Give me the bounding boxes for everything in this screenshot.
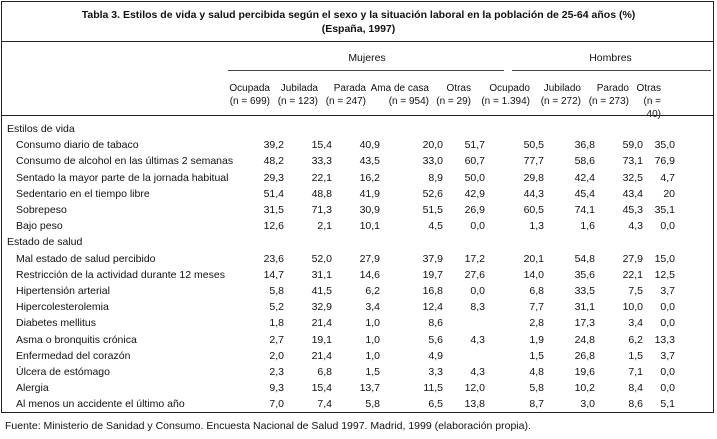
table-cell: 15,4 [311,382,332,395]
table-cell: 41,9 [359,187,380,200]
table-cell: 7,7 [529,301,544,314]
row-label: Sentado la mayor parte de la jornada habitual [16,171,229,184]
table-cell: 24,8 [574,333,595,346]
table-cell: 14,7 [263,268,284,281]
table-cell: 2,3 [269,365,284,378]
table-row [2,283,679,299]
data-table [2,121,679,412]
column-header-name: Ama de casa [370,83,429,94]
table-cell: 52,6 [422,187,443,200]
table-row [2,267,679,283]
table-cell: 41,5 [311,284,332,297]
table-cell: 10,0 [622,301,643,314]
table-cell: 73,1 [622,155,643,168]
table-cell: 77,7 [523,155,544,168]
table-cell: 39,2 [263,139,284,152]
row-label: Hipercolesterolemia [16,301,109,314]
table-cell: 45,4 [574,187,595,200]
table-cell: 3,4 [628,317,643,330]
table-cell: 31,1 [574,301,595,314]
table-cell: 35,1 [654,204,675,217]
table-cell: 0,0 [660,301,675,314]
table-cell: 50,5 [523,139,544,152]
column-header-n: (n = 123) [277,96,318,107]
table-cell: 8,3 [470,301,485,314]
row-label: Diabetes mellitus [16,317,96,330]
column-header-name: Otras [636,83,661,94]
table-cell: 17,2 [464,252,485,265]
table-row [2,153,679,169]
table-cell: 3,3 [428,365,443,378]
table-cell: 58,6 [574,155,595,168]
table-cell: 1,8 [269,317,284,330]
table-cell: 31,1 [311,268,332,281]
table-cell: 1,5 [628,349,643,362]
table-cell: 44,3 [523,187,544,200]
rule-under-column-headers [2,115,713,116]
table-cell: 10,2 [574,382,595,395]
row-label: Consumo de alcohol en las últimas 2 semanas [16,155,234,168]
section-row [2,121,679,137]
table-cell: 6,2 [628,333,643,346]
column-header-n: (n = 40) [643,96,661,120]
row-label: Mal estado de salud percibido [16,252,156,265]
table-cell: 9,3 [269,382,284,395]
table-cell: 71,3 [311,204,332,217]
table-cell: 54,8 [574,252,595,265]
table-cell: 51,7 [464,139,485,152]
table-cell: 1,5 [365,365,380,378]
row-label: Hipertensión arterial [16,284,110,297]
table-cell: 4,3 [628,220,643,233]
column-header [585,82,629,108]
table-cell: 3,7 [660,349,675,362]
column-header-name: Parada [333,83,366,94]
rule-under-hombres [512,70,711,71]
table-cell: 40,9 [359,139,380,152]
table-cell: 45,3 [622,204,643,217]
table-cell: 2,0 [269,349,284,362]
table-cell: 32,9 [311,301,332,314]
table-cell: 48,2 [263,155,284,168]
table-cell: 20,0 [422,139,443,152]
table-cell: 16,8 [422,284,443,297]
section-row [2,234,679,250]
table-cell: 43,5 [359,155,380,168]
table-row [2,218,679,234]
column-header-n: (n = 1.394) [481,96,530,107]
table-cell: 11,5 [423,382,443,395]
row-label: Alergia [16,382,49,395]
column-header [226,82,270,108]
table-cell: 52,0 [311,252,332,265]
row-label: Úlcera de estómago [16,365,110,378]
table-cell: 4,3 [470,333,485,346]
table-cell: 8,9 [428,171,443,184]
row-label: Restricción de la actividad durante 12 meses [16,268,225,281]
column-header-name: Ocupado [489,83,530,94]
table-cell: 76,9 [654,155,675,168]
table-cell: 74,1 [574,204,595,217]
table-cell: 51,4 [263,187,284,200]
rule-under-caption [2,41,713,42]
table-cell: 20,1 [523,252,544,265]
table-cell: 1,5 [529,349,544,362]
table-cell: 6,8 [529,284,544,297]
table-cell: 1,6 [580,220,595,233]
table-cell: 12,6 [263,220,284,233]
column-header-n: (n = 247) [325,96,366,107]
table-cell: 16,2 [359,171,380,184]
table-cell: 51,5 [422,204,443,217]
column-header-n: (n = 954) [388,96,429,107]
table-cell: 0,0 [660,220,675,233]
table-cell: 4,8 [529,365,544,378]
table-row [2,170,679,186]
table-cell: 7,5 [628,284,643,297]
table-row [2,396,679,412]
table-cell: 0,0 [470,284,485,297]
table-cell: 5,8 [269,284,284,297]
table-cell: 20 [663,187,675,200]
table-cell: 42,9 [464,187,485,200]
table-cell: 6,2 [365,284,380,297]
table-cell: 36,8 [574,139,595,152]
table-cell: 5,2 [269,301,284,314]
section-title: Estilos de vida [7,123,75,136]
table-cell: 26,8 [574,349,595,362]
table-cell: 27,9 [359,252,380,265]
group-header-hombres: Hombres [589,52,632,64]
table-row [2,348,679,364]
group-header-mujeres: Mujeres [348,52,386,64]
table-cell: 29,8 [523,171,544,184]
table-cell: 6,8 [317,365,332,378]
table-cell: 30,9 [359,204,380,217]
table-cell: 14,0 [523,268,544,281]
table-cell: 48,8 [311,187,332,200]
table-cell: 35,6 [574,268,595,281]
table-cell: 19,1 [311,333,332,346]
table-cell: 1,0 [365,333,380,346]
caption-subtitle: (España, 1997) [321,23,396,35]
table-cell: 1,3 [529,220,544,233]
table-cell: 3,4 [365,301,380,314]
table-cell: 7,0 [269,398,284,411]
caption-title: Tabla 3. Estilos de vida y salud percibida según el sexo y la situación laboral en la población de 25-64 años (%) [81,9,636,21]
table-cell: 60,7 [464,155,485,168]
table-row [2,202,679,218]
table-cell: 17,3 [574,317,595,330]
table-cell: 5,8 [365,398,380,411]
table-cell: 19,7 [422,268,443,281]
table-cell: 23,6 [263,252,284,265]
column-header-name: Ocupada [229,83,270,94]
table-cell: 15,4 [311,139,332,152]
row-label: Sobrepeso [16,204,67,217]
table-cell: 13,7 [359,382,380,395]
table-cell [447,348,489,364]
table-cell: 33,0 [422,155,443,168]
row-label: Bajo peso [16,220,63,233]
column-header [475,82,530,108]
table-cell: 5,1 [660,398,675,411]
table-cell: 2,1 [317,220,332,233]
table-cell: 2,8 [529,317,544,330]
column-header-name: Otras [446,83,471,94]
table-cell: 21,4 [311,349,332,362]
column-header-n: (n = 29) [436,96,471,107]
column-header-name: Jubilado [543,83,581,94]
table-cell: 4,9 [428,349,443,362]
table-cell: 0,0 [660,382,675,395]
column-header [370,82,429,108]
table-cell: 4,7 [660,171,675,184]
table-cell: 43,4 [622,187,643,200]
table-cell: 8,6 [628,398,643,411]
table-row [2,137,679,153]
table-cell: 27,6 [464,268,485,281]
table-cell [447,315,489,331]
column-header-name: Jubilada [280,83,318,94]
table-cell: 19,6 [574,365,595,378]
table-cell: 8,7 [529,398,544,411]
table-cell: 3,0 [580,398,595,411]
table-frame [1,1,714,413]
table-cell: 22,1 [311,171,332,184]
table-row [2,299,679,315]
table-cell: 60,5 [523,204,544,217]
table-cell: 1,0 [365,317,380,330]
table-cell: 3,7 [660,284,675,297]
table-cell: 29,3 [263,171,284,184]
table-cell: 12,5 [654,268,675,281]
table-cell: 33,5 [574,284,595,297]
table-cell: 13,8 [464,398,485,411]
column-header-n: (n = 272) [540,96,581,107]
table-cell: 5,6 [428,333,443,346]
table-cell: 7,4 [317,398,332,411]
table-cell: 1,9 [529,333,544,346]
table-cell: 12,0 [464,382,485,395]
column-header [534,82,581,108]
rule-under-mujeres [228,70,504,71]
table-cell: 42,4 [574,171,595,184]
table-caption [2,8,715,36]
table-cell: 22,1 [622,268,643,281]
table-cell: 10,1 [359,220,380,233]
table-cell: 50,0 [464,171,485,184]
section-title: Estado de salud [7,236,83,249]
table-cell: 14,6 [359,268,380,281]
column-header-name: Parado [596,83,629,94]
row-label: Consumo diario de tabaco [16,139,139,152]
table-cell: 32,5 [622,171,643,184]
table-cell: 4,3 [470,365,485,378]
table-cell: 8,6 [428,317,443,330]
table-cell: 15,0 [654,252,675,265]
table-cell: 12,4 [422,301,443,314]
table-cell: 7,1 [628,365,643,378]
table-cell: 1,0 [365,349,380,362]
table-cell: 37,9 [422,252,443,265]
column-header [274,82,318,108]
table-cell: 33,3 [311,155,332,168]
table-cell: 35,0 [654,139,675,152]
table-cell: 2,7 [269,333,284,346]
table-row [2,380,679,396]
table-cell: 27,9 [622,252,643,265]
table-cell: 4,5 [428,220,443,233]
column-header-n: (n = 699) [229,96,270,107]
column-header [433,82,471,108]
table-row [2,364,679,380]
source-note: Fuente: Ministerio de Sanidad y Consumo. Encuesta Nacional de Salud 1997. Madrid, 1999 (elaboración propia). [5,420,531,432]
table-cell: 6,5 [428,398,443,411]
table-row [2,251,679,267]
table-cell: 13,3 [654,333,675,346]
column-header-n: (n = 273) [588,96,629,107]
row-label: Asma o bronquitis crónica [16,333,137,346]
table-cell: 0,0 [660,317,675,330]
table-row [2,315,679,331]
table-cell: 0,0 [660,365,675,378]
table-row [2,331,679,347]
table-cell: 26,9 [464,204,485,217]
table-cell: 5,8 [529,382,544,395]
table-cell: 21,4 [311,317,332,330]
table-cell: 31,5 [263,204,284,217]
table-row [2,186,679,202]
table-cell: 0,0 [470,220,485,233]
table-cell: 8,4 [628,382,643,395]
row-label: Sedentario en el tiempo libre [16,187,150,200]
row-label: Al menos un accidente el último año [16,398,185,411]
table-cell: 59,0 [622,139,643,152]
row-label: Enfermedad del corazón [16,349,131,362]
column-header [322,82,366,108]
